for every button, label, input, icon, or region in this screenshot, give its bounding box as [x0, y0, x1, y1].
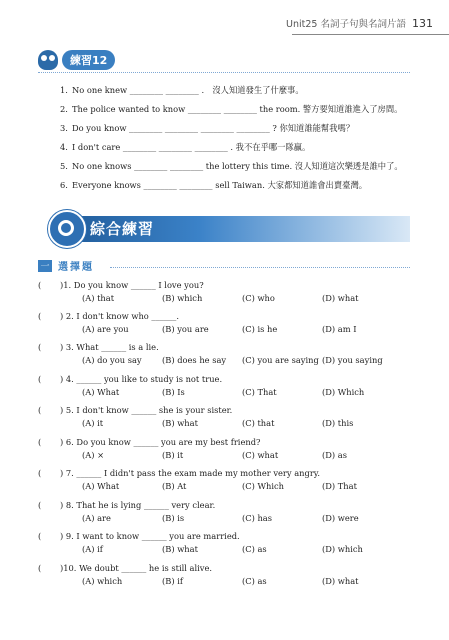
- practice-divider: [38, 72, 410, 73]
- practice-sentence: 5. No one knows ________ ________ the lottery this time. 沒人知道這次樂透是誰中了。: [60, 161, 403, 171]
- question-item: ( ) 8. That he is lying ______ very clear. (A) are (B) is (C) has (D) were: [38, 500, 359, 523]
- question-item: ( ) 9. I want to know ______ you are married. (A) if (B) what (C) as (D) which: [38, 531, 363, 554]
- page-number: 131: [412, 16, 433, 30]
- question-item: ( )1. Do you know ______ I love you? (A) that (B) which (C) who (D) what: [38, 280, 359, 303]
- question-item: ( ) 2. I don't know who ______. (A) are you (B) you are (C) is he (D) am I: [38, 311, 357, 334]
- chapter-title: Unit25 名詞子句與名詞片語: [286, 19, 406, 30]
- comprehensive-practice-banner: [38, 206, 410, 250]
- header-rule: [292, 34, 449, 35]
- banner-title: 綜合練習: [90, 220, 155, 238]
- question-item: ( ) 3. What ______ is a lie. (A) do you say (B) does he say (C) you are saying (D) you saying: [38, 342, 383, 365]
- practice-sentence: 1. No one knew ________ ________ . 沒人知道發生了什麼事。: [60, 85, 304, 95]
- practice-heading: [38, 50, 115, 70]
- owl-icon: [38, 50, 58, 70]
- question-item: ( ) 5. I don't know ______ she is your sister. (A) it (B) what (C) that (D) this: [38, 405, 354, 428]
- question-item: ( )10. We doubt ______ he is still alive. (A) which (B) if (C) as (D) what: [38, 563, 359, 586]
- section-label: 選擇題: [58, 262, 94, 273]
- target-icon: [48, 210, 86, 248]
- section-number: 一: [38, 260, 52, 272]
- question-item: ( ) 4. ______ you like to study is not true. (A) What (B) Is (C) That (D) Which: [38, 374, 365, 397]
- practice-badge: 練習12: [62, 50, 115, 70]
- question-item: ( ) 7. ______ I didn't pass the exam made my mother very angry. (A) What (B) At (C) Which (D) That: [38, 468, 357, 491]
- question-item: ( ) 6. Do you know ______ you are my best friend? (A) × (B) it (C) what (D) as: [38, 437, 347, 460]
- practice-sentence: 6. Everyone knows ________ ________ sell Taiwan. 大家都知道誰會出賣臺灣。: [60, 180, 368, 190]
- section-divider: [110, 267, 410, 268]
- practice-sentence: 3. Do you know ________ ________ ________ ________ ? 你知道誰能幫我嗎？: [60, 123, 355, 133]
- section-heading: [38, 258, 94, 273]
- practice-sentence: 2. The police wanted to know ________ ________ the room. 警方要知道誰進入了房間。: [60, 104, 403, 114]
- practice-sentence: 4. I don't care ________ ________ ________ . 我不在乎哪一隊贏。: [60, 142, 311, 152]
- page-header: [286, 14, 433, 32]
